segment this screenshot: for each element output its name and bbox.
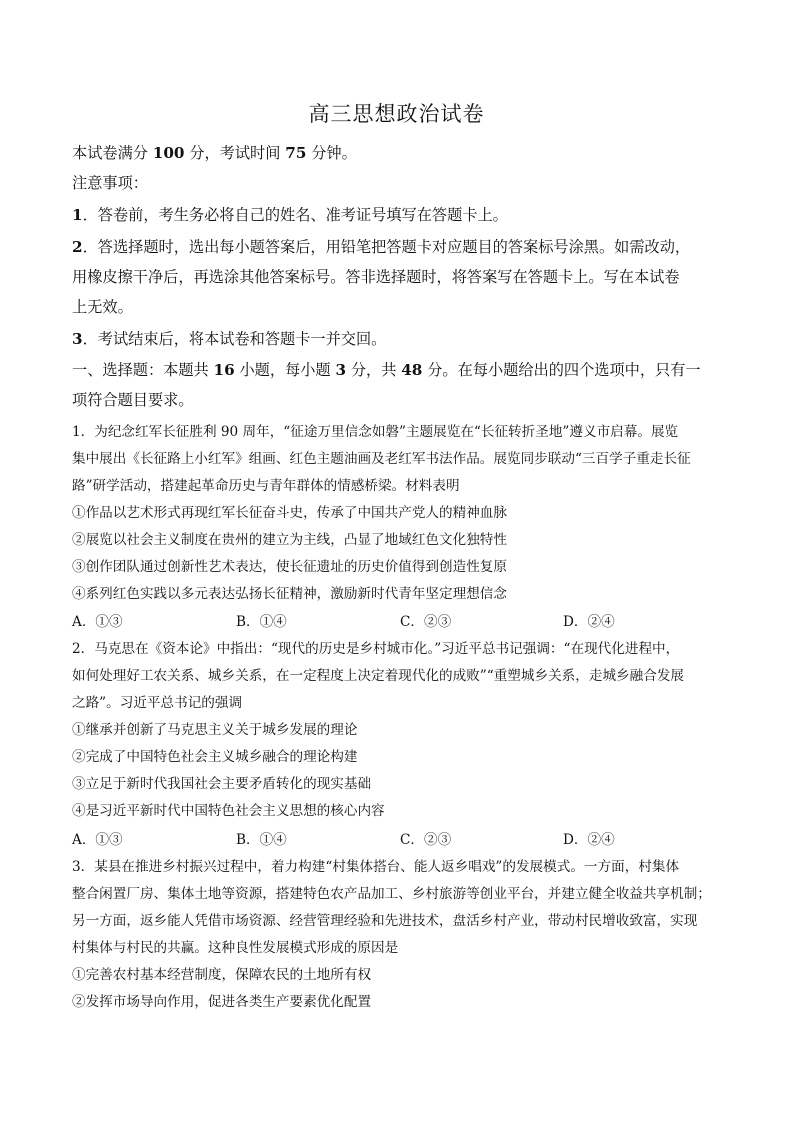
q2-stem-line-2: 如何处理好工农关系、城乡关系，在一定程度上决定着现代化的成败”“重塑城乡关系，走城乡融合发展 [72,668,685,684]
q2-stem-line-3: 之路”。习近平总书记的强调 [72,695,243,711]
q2-option-a: A．①③ [72,832,123,848]
q1-stem-line-1: 1．为纪念红军长征胜利 90 周年，“征途万里信念如磐”主题展览在“长征转折圣地”遵义市启幕。展览 [72,424,679,440]
q2-statement-3: ③立足于新时代我国社会主要矛盾转化的现实基础 [72,776,372,792]
notice-number: 3 [72,330,83,348]
q2-statement-4: ④是习近平新时代中国特色社会主义思想的核心内容 [72,803,385,819]
notice-item-2-line-3: 上无效。 [72,298,133,316]
q2-stem-line-1: 2．马克思在《资本论》中指出：“现代的历史是乡村城市化。”习近平总书记强调：“在现代化进程中， [72,641,680,657]
q3-stem-line-4: 村集体与村民的共赢。这种良性发展模式形成的原因是 [72,940,399,956]
q2-option-b: B．①④ [236,832,287,848]
section-text: 一、选择题：本题共 [72,361,214,379]
q1-stem-line-3: 路”研学活动，搭建起革命历史与青年群体的情感桥梁。材料表明 [72,478,460,494]
full-score: 100 [152,144,185,162]
notice-number: 2 [72,238,83,256]
notice-item-2 [72,236,690,257]
section-text: 小题，每小题 [234,361,336,379]
q3-stem-line-1: 3．某县在推进乡村振兴过程中，着力构建“村集体搭台、能人返乡唱戏”的发展模式。一方面，村集体 [72,859,680,875]
q1-statement-2: ②展览以社会主义制度在贵州的建立为主线，凸显了地域红色文化独特性 [72,532,507,548]
q1-option-b: B．①④ [236,614,287,630]
section-text: 分。在每小题给出的四个选项中，只有一 [422,361,701,379]
q1-statement-3: ③创作团队通过创新性艺术表达，使长征遗址的历史价值得到创造性复原 [72,559,507,575]
section-heading-line-2: 项符合题目要求。 [72,391,194,409]
q1-stem-line-2: 集中展出《长征路上小红军》组画、红色主题油画及老红军书法作品。展览同步联动“三百学子重走长征 [72,451,691,467]
question-count: 16 [213,361,235,379]
q1-option-a: A．①③ [72,614,123,630]
q1-statement-1: ①作品以艺术形式再现红军长征奋斗史，传承了中国共产党人的精神血脉 [72,505,507,521]
notice-heading: 注意事项： [72,174,148,192]
q3-stem-line-2: 整合闲置厂房、集体土地等资源，搭建特色农产品加工、乡村旅游等创业平台，并建立健全收益共享机制； [72,886,711,902]
q2-option-c: C．②③ [400,832,452,848]
intro-text: 本试卷满分 [72,144,153,162]
q2-statement-1: ①继承并创新了马克思主义关于城乡发展的理论 [72,722,358,738]
notice-number: 1 [72,206,83,224]
intro-line [72,142,357,163]
points-each: 3 [335,361,347,379]
q2-option-d: D．②④ [563,832,615,848]
q1-statement-4: ④系列红色实践以多元表达弘扬长征精神，激励新时代青年坚定理想信念 [72,586,507,602]
section-text: 分，共 [346,361,402,379]
notice-text: ．答卷前，考生务必将自己的姓名、准考证号填写在答题卡上。 [82,206,508,224]
page-title: 高三思想政治试卷 [308,102,485,126]
exam-time: 75 [285,144,307,162]
q2-statement-2: ②完成了中国特色社会主义城乡融合的理论构建 [72,749,358,765]
section-heading [72,359,701,380]
q3-statement-2: ②发挥市场导向作用，促进各类生产要素优化配置 [72,994,372,1010]
notice-item-3 [72,328,386,349]
q3-statement-1: ①完善农村基本经营制度，保障农民的土地所有权 [72,967,372,983]
points-total: 48 [401,361,423,379]
notice-item-1 [72,204,508,225]
q1-option-d: D．②④ [563,614,615,630]
notice-text: ．答选择题时，选出每小题答案后，用铅笔把答题卡对应题目的答案标号涂黑。如需改动， [82,238,691,256]
intro-text: 分钟。 [306,144,357,162]
notice-item-2-line-2: 用橡皮擦干净后，再选涂其他答案标号。答非选择题时，将答案写在答题卡上。写在本试卷 [72,268,680,286]
q1-option-c: C．②③ [400,614,452,630]
intro-text: 分，考试时间 [184,144,286,162]
q3-stem-line-3: 另一方面，返乡能人凭借市场资源、经营管理经验和先进技术，盘活乡村产业，带动村民增收致富，实现 [72,913,698,929]
notice-text: ．考试结束后，将本试卷和答题卡一并交回。 [82,330,387,348]
